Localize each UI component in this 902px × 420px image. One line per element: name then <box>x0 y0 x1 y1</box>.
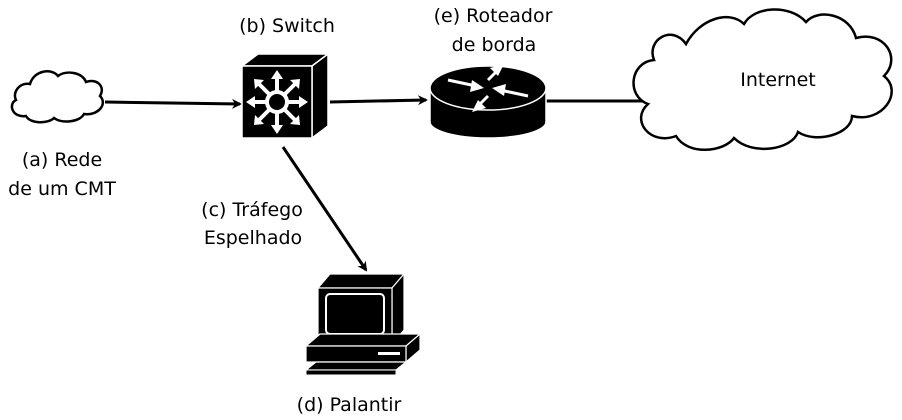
mirror-label-line1: (c) Tráfego <box>201 199 303 221</box>
router-label-line1: (e) Roteador <box>433 5 553 27</box>
small-cloud-icon <box>12 71 103 122</box>
router-icon <box>430 64 546 138</box>
cmt-label-line2: de um CMT <box>8 178 116 200</box>
cmt-label-line1: (a) Rede <box>21 149 103 171</box>
computer-icon <box>306 274 420 375</box>
switch-icon <box>242 54 328 138</box>
internet-label: Internet <box>740 69 816 91</box>
router-label-line2: de borda <box>451 34 537 56</box>
mirror-label-line2: Espelhado <box>203 227 303 249</box>
switch-label: (b) Switch <box>239 15 335 37</box>
palantir-label: (d) Palantir <box>296 394 402 416</box>
edge-switch-to-router <box>330 100 426 102</box>
edge-cmt-to-switch <box>105 102 240 104</box>
